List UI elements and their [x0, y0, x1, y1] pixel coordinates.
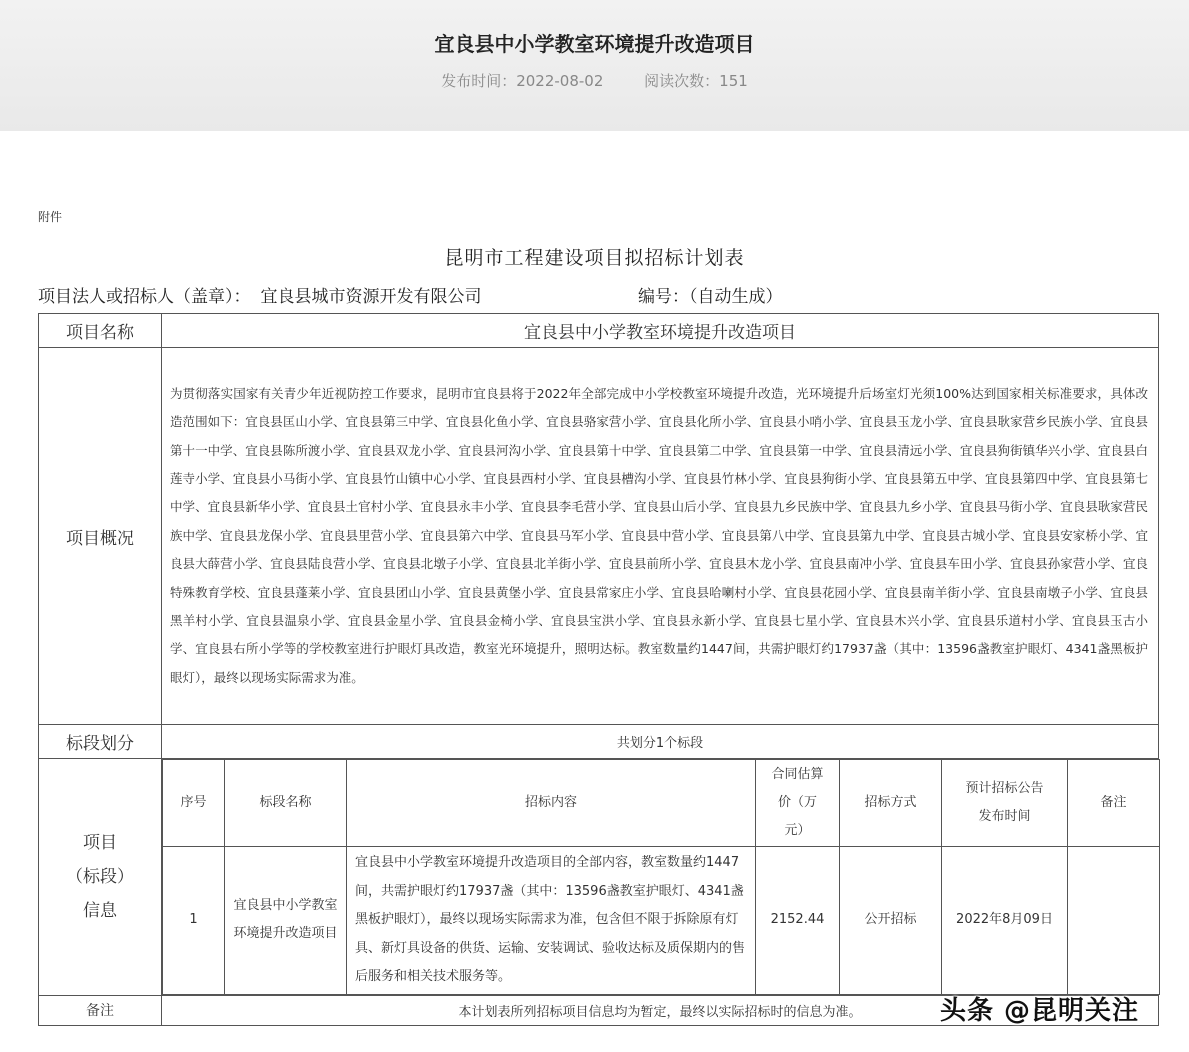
overview-text: 为贯彻落实国家有关青少年近视防控工作要求，昆明市宜良县将于2022年全部完成中小学校教室环境提升改造，光环境提升后场室灯光须100%达到国家相关标准要求，具体改造范围如下：宜良县匡山小学、宜良县第三中学、宜良县化鱼小学、宜良县骆家营小学、宜良县化所小学、宜良县小哨小学、宜良县玉龙小学、宜良县耿家营乡民族小学、宜良县第十一中学、宜良县陈所渡小学、宜良县双龙小学、宜良县河沟小学、宜良县第十中学、宜良县第二中学、宜良县第一中学、宜良县清远小学、宜良县狗街镇华兴小学、宜良县白莲寺小学、宜良县小马街小学、宜良县竹山镇中心小学、宜良县西村小学、宜良县槽沟小学、宜良县竹林小学、宜良县狗街小学、宜良县第五中学、宜良县第四中学、宜良县第七中学、宜良县新华小学、宜良县土官村小学、宜良县永丰小学、宜良县李毛营小学、宜良县山后小学、宜良县九乡民族中学、宜良县九乡小学、宜良县马街小学、宜良县耿家营民族中学、宜良县龙保小学、宜良县里营小学、宜良县第六中学、宜良县马军小学、宜良县中营小学、宜良县第八中学、宜良县第九中学、宜良县古城小学、宜良县安家桥小学、宜良县大薛营小学、宜良县陆良营小学、宜良县北墩子小学、宜良县北羊街小学、宜良县前所小学、宜良县木龙小学、宜良县南冲小学、宜良县车田小学、宜良县孙家营小学、宜良特殊教育学校、宜良县蓬莱小学、宜良县团山小学、宜良县黄堡小学、宜良县常家庄小学、宜良县哈喇村小学、宜良县花园小学、宜良县南羊街小学、宜良县南墩子小学、宜良县黑羊村小学、宜良县温泉小学、宜良县金星小学、宜良县金椅小学、宜良县宝洪小学、宜良县永新小学、宜良县七星小学、宜良县木兴小学、宜良县乐道村小学、宜良县玉古小学、宜良县右所小学等的学校教室进行护眼灯具改造，教室光环境提升，照明达标。教室数量约1447间，共需护眼灯约17937盏（其中：13596盏教室护眼灯、4341盏黑板护眼灯），最终以现场实际需求为准。 [162, 348, 1159, 725]
col-content: 招标内容 [347, 760, 756, 847]
col-price [756, 760, 840, 847]
publish-date: 发布时间：2022-08-02 [441, 72, 604, 90]
col-date-line: 预计招标公告 [965, 781, 1044, 796]
info-label [39, 759, 162, 996]
owner-line [38, 282, 1158, 307]
row-date: 2022年8月09日 [942, 847, 1068, 995]
owner-label: 项目法人或招标人（盖章）： [38, 287, 251, 307]
project-name-value: 宜良县中小学教室环境提升改造项目 [162, 314, 1159, 348]
tender-plan-table [38, 313, 1159, 1026]
info-label-line: 项目 [83, 832, 117, 853]
info-label-line: 信息 [83, 900, 117, 921]
remark-value: 本计划表所列招标项目信息均为暂定，最终以实际招标时的信息为准。 [162, 995, 1159, 1025]
col-method: 招标方式 [840, 760, 942, 847]
project-name-label: 项目名称 [39, 314, 162, 348]
col-name: 标段名称 [225, 760, 347, 847]
watermark: 头条 @昆明关注 [940, 996, 1140, 1026]
segment-info-table [162, 759, 1160, 995]
col-price-line: 元） [784, 823, 811, 838]
code-label: 编号：（自动生成） [638, 287, 783, 307]
remark-label: 备注 [39, 995, 162, 1025]
info-label-line: （标段） [66, 866, 134, 887]
row-name: 宜良县中小学教室环境提升改造项目 [225, 847, 347, 995]
attachment-label: 附件 [38, 210, 63, 224]
row-note [1068, 847, 1160, 995]
read-count: 阅读次数：151 [644, 72, 748, 90]
segment-label: 标段划分 [39, 725, 162, 759]
article-title: 宜良县中小学教室环境提升改造项目 [434, 32, 755, 56]
article-meta [0, 70, 1189, 91]
col-date [942, 760, 1068, 847]
row-price: 2152.44 [756, 847, 840, 995]
col-seq: 序号 [163, 760, 225, 847]
owner-org: 宜良县城市资源开发有限公司 [260, 287, 482, 307]
row-method: 公开招标 [840, 847, 942, 995]
col-price-line: 合同估算 [771, 767, 824, 782]
col-price-line: 价（万 [777, 795, 817, 810]
overview-label: 项目概况 [39, 348, 162, 725]
document-title: 昆明市工程建设项目拟招标计划表 [444, 247, 745, 269]
row-seq: 1 [163, 847, 225, 995]
segment-value: 共划分1个标段 [162, 725, 1159, 759]
col-date-line: 发布时间 [978, 809, 1031, 824]
col-note: 备注 [1068, 760, 1160, 847]
table-row [163, 847, 1160, 995]
segment-info-cell [162, 759, 1159, 996]
row-content: 宜良县中小学教室环境提升改造项目的全部内容，教室数量约1447间，共需护眼灯约17937盏（其中：13596盏教室护眼灯、4341盏黑板护眼灯），最终以现场实际需求为准，包含但不限于拆除原有灯具、新灯具设备的供货、运输、安装调试、验收达标及质保期内的售后服务和相关技术服务等。 [347, 847, 756, 995]
article-header [0, 0, 1189, 131]
